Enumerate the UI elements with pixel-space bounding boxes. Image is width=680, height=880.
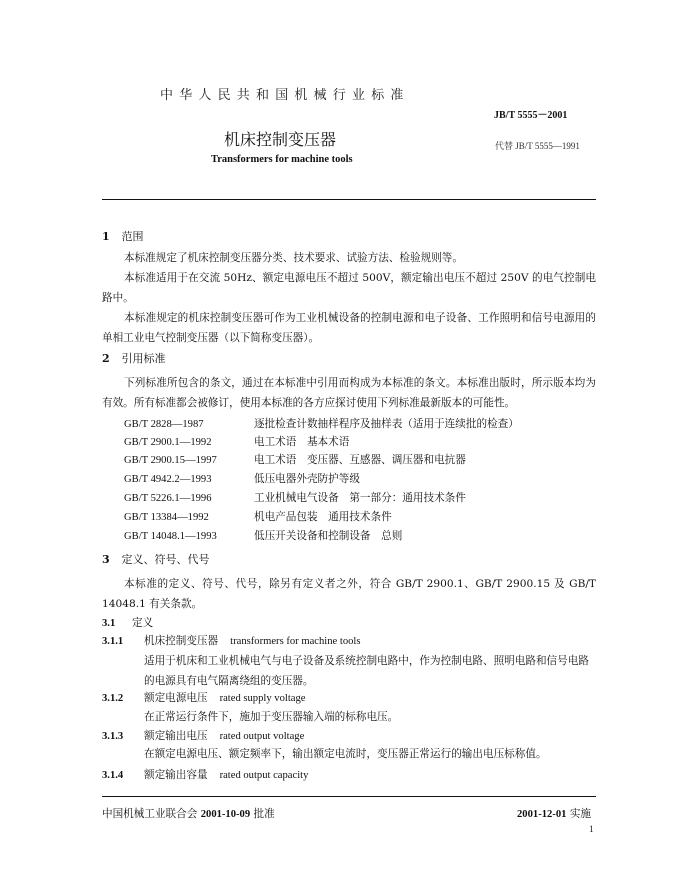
header-divider [102,199,596,200]
definition-3-1-3-heading [102,728,304,743]
reference-code: GB/T 2900.1—1992 [124,437,212,448]
reference-title: 低压电器外壳防护等级 [254,473,360,485]
section-1-paragraph-1: 本标准规定了机床控制变压器分类、技术要求、试验方法、检验规则等。 [124,252,463,264]
definition-3-1-3-text: 在额定电源电压、额定频率下，输出额定电流时，变压器正常运行的输出电压标称值。 [144,748,547,760]
definition-3-1-2-text: 在正常运行条件下，施加于变压器输入端的标称电压。 [144,711,399,723]
definition-3-1-1-heading [102,633,360,648]
subsection-title: 定义 [132,617,154,629]
section-number: 3 [102,553,110,566]
section-2-heading [102,350,166,366]
section-title: 定义、符号、代号 [121,553,210,566]
implementation-label: 实施 [569,808,591,820]
section-number: 2 [102,352,110,365]
definition-term-en: rated supply voltage [219,693,306,704]
definition-number: 3.1.3 [102,731,124,742]
approval-label: 批准 [253,808,275,820]
reference-title: 工业机械电气设备 第一部分：通用技术条件 [254,492,466,504]
replaces-note: 代替 JB/T 5555—1991 [495,141,580,151]
reference-code: GB/T 2828—1987 [124,419,204,430]
subsection-3-1-heading [102,615,153,630]
standard-code: JB/T 5555－2001 [494,110,568,121]
section-title: 范围 [121,230,144,243]
implementation-info [517,806,591,821]
reference-title: 机电产品包装 通用技术条件 [254,511,392,523]
document-title-en: Transformers for machine tools [211,154,353,165]
reference-code: GB/T 4942.2—1993 [124,474,212,485]
reference-row [124,471,360,486]
reference-code: GB/T 13384—1992 [124,512,209,523]
section-2-paragraph-1: 下列标准所包含的条文，通过在本标准中引用而构成为本标准的条文。本标准出版时，所示版本均为有效。所有标准都会被修订，使用本标准的各方应探讨使用下列标准最新版本的可能性。 [102,377,596,409]
reference-row [124,509,392,524]
subsection-number: 3.1 [102,618,116,629]
approval-date: 2001-10-09 [200,809,251,820]
definition-3-1-4-heading [102,767,308,782]
section-1-paragraph-2: 本标准适用于在交流 50Hz、额定电源电压不超过 500V，额定输出电压不超过 250V 的电气控制电路中。 [102,272,596,304]
definition-number: 3.1.2 [102,693,124,704]
definition-term-en: rated output capacity [219,770,309,781]
page-number: 1 [589,824,594,834]
reference-title: 低压开关设备和控制设备 总则 [254,530,403,542]
footer-divider [102,796,596,797]
reference-code: GB/T 14048.1—1993 [124,531,217,542]
section-title: 引用标准 [121,352,166,365]
definition-term-en: transformers for machine tools [230,636,361,647]
definition-term-en: rated output voltage [219,731,305,742]
definition-term-cn: 机床控制变压器 [144,635,219,647]
section-1-heading [102,228,144,244]
document-title-cn: 机床控制变压器 [224,130,337,149]
implementation-date: 2001-12-01 [517,809,567,820]
definition-term-cn: 额定输出容量 [144,769,208,781]
approval-info [102,806,275,821]
reference-row [124,416,519,431]
reference-row [124,434,349,449]
definition-term-cn: 额定电源电压 [144,692,208,704]
reference-code: GB/T 5226.1—1996 [124,493,212,504]
definition-number: 3.1.1 [102,636,124,647]
definition-3-1-1-text: 适用于机床和工业机械电气与电子设备及系统控制电路中，作为控制电路、照明电路和信号电路的电源具有电气隔离绕组的变压器。 [144,655,589,687]
reference-row [124,528,402,543]
section-1-paragraph-3: 本标准规定的机床控制变压器可作为工业机械设备的控制电源和电子设备、工作照明和信号电源用的单相工业电气控制变压器（以下简称变压器）。 [102,312,596,344]
definition-3-1-2-heading [102,690,305,705]
section-3-heading [102,551,210,567]
reference-row [124,490,466,505]
section-number: 1 [102,230,110,243]
national-standard-line: 中华人民共和国机械行业标准 [160,88,410,103]
reference-title: 逐批检查计数抽样程序及抽样表（适用于连续批的检查） [254,418,519,430]
reference-code: GB/T 2900.15—1997 [124,455,217,466]
definition-number: 3.1.4 [102,770,124,781]
reference-title: 电工术语 基本术语 [254,436,350,448]
issuer: 中国机械工业联合会 [102,808,198,820]
reference-title: 电工术语 变压器、互感器、调压器和电抗器 [254,454,466,466]
reference-row [124,452,466,467]
section-3-paragraph-1: 本标准的定义、符号、代号，除另有定义者之外，符合 GB/T 2900.1、GB/T 2900.15 及 GB/T 14048.1 有关条款。 [102,578,596,610]
definition-term-cn: 额定输出电压 [144,730,208,742]
